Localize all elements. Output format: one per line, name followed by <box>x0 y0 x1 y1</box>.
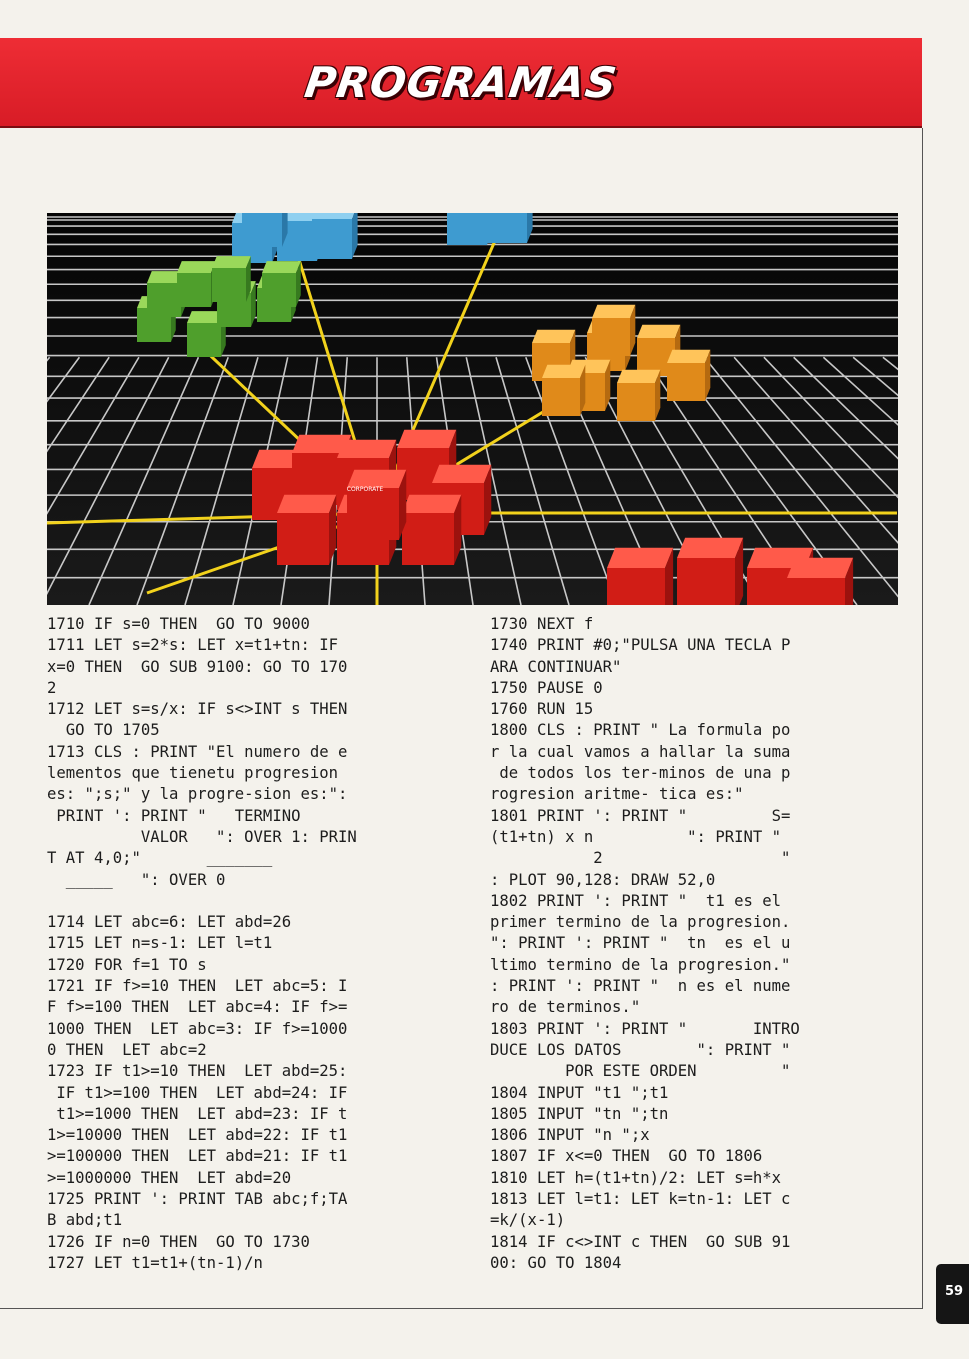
code-line: F f>=100 THEN LET abc=4: IF f>= <box>47 998 348 1017</box>
code-line: t1>=1000 THEN LET abd=23: IF t <box>47 1104 348 1123</box>
code-line: 1>=10000 THEN LET abd=22: IF t1 <box>47 1126 348 1145</box>
code-line: 1803 PRINT ': PRINT " INTRO <box>490 1019 800 1038</box>
code-line: primer termino de la progresion. <box>490 913 791 932</box>
code-line: 1725 PRINT ': PRINT TAB abc;f;TA <box>47 1190 348 1209</box>
code-line: 1723 IF t1>=10 THEN LET abd=25: <box>47 1062 348 1081</box>
code-line: 1750 PAUSE 0 <box>490 678 603 697</box>
code-line: 2 <box>47 678 57 697</box>
code-line: es: ";s;" y la progre-sion es:": <box>47 785 348 804</box>
code-line: 1727 LET t1=t1+(tn-1)/n <box>47 1253 263 1272</box>
code-line: 1802 PRINT ': PRINT " t1 es el <box>490 891 782 910</box>
code-line: 1801 PRINT ': PRINT " S= <box>490 806 791 825</box>
code-line: ": PRINT ': PRINT " tn es el u <box>490 934 791 953</box>
illustration-photo <box>47 213 898 605</box>
code-line: ltimo termino de la progresion." <box>490 955 791 974</box>
code-line: 1713 CLS : PRINT "El numero de e <box>47 742 348 761</box>
code-line: =k/(x-1) <box>490 1211 566 1230</box>
code-line: lementos que tienetu progresion <box>47 764 339 783</box>
code-line: >=100000 THEN LET abd=21: IF t1 <box>47 1147 348 1166</box>
network-grid-illustration <box>47 213 898 605</box>
page-number: 59 <box>944 1284 964 1299</box>
code-line: (t1+tn) x n ": PRINT " <box>490 827 782 846</box>
section-banner <box>0 38 922 128</box>
code-line: GO TO 1705 <box>47 721 160 740</box>
code-line: 1710 IF s=0 THEN GO TO 9000 <box>47 615 310 633</box>
code-line: T AT 4,0;" _______ <box>47 849 273 868</box>
code-line: VALOR ": OVER 1: PRIN <box>47 827 357 846</box>
code-line: 1810 LET h=(t1+tn)/2: LET s=h*x <box>490 1168 782 1187</box>
code-line: B abd;t1 <box>47 1211 123 1230</box>
code-line: 1760 RUN 15 <box>490 700 594 719</box>
code-line: : PLOT 90,128: DRAW 52,0 <box>490 870 716 889</box>
code-line: 1714 LET abc=6: LET abd=26 <box>47 913 292 932</box>
code-line: 1814 IF c<>INT c THEN GO SUB 91 <box>490 1232 791 1251</box>
program-listing-left <box>47 614 465 1274</box>
cube-label: CORPORATE <box>346 486 384 493</box>
code-line: 1804 INPUT "t1 ";t1 <box>490 1083 669 1102</box>
code-line: ro de terminos." <box>490 998 641 1017</box>
code-line: 1740 PRINT #0;"PULSA UNA TECLA P <box>490 636 791 655</box>
code-line: PRINT ': PRINT " TERMINO <box>47 806 301 825</box>
code-line: 1711 LET s=2*s: LET x=t1+tn: IF <box>47 636 339 655</box>
code-line: x=0 THEN GO SUB 9100: GO TO 170 <box>47 657 348 676</box>
code-line: ARA CONTINUAR" <box>490 657 622 676</box>
code-line: 1720 FOR f=1 TO s <box>47 955 207 974</box>
code-line: 1721 IF f>=10 THEN LET abc=5: I <box>47 977 348 996</box>
code-line: 0 THEN LET abc=2 <box>47 1040 207 1059</box>
code-line: de todos los ter-minos de una p <box>490 764 791 783</box>
code-line <box>47 891 465 912</box>
code-line: 1813 LET l=t1: LET k=tn-1: LET c <box>490 1190 791 1209</box>
code-line: POR ESTE ORDEN " <box>490 1062 791 1081</box>
code-line: IF t1>=100 THEN LET abd=24: IF <box>47 1083 348 1102</box>
code-line: 1800 CLS : PRINT " La formula po <box>490 721 791 740</box>
code-line: 1000 THEN LET abc=3: IF f>=1000 <box>47 1019 348 1038</box>
program-listing-right <box>490 614 908 1274</box>
code-line: DUCE LOS DATOS ": PRINT " <box>490 1040 791 1059</box>
code-line: 00: GO TO 1804 <box>490 1253 622 1272</box>
code-line: 1807 IF x<=0 THEN GO TO 1806 <box>490 1147 763 1166</box>
code-line: 1726 IF n=0 THEN GO TO 1730 <box>47 1232 310 1251</box>
code-line: 1730 NEXT f <box>490 615 594 633</box>
code-line: 2 " <box>490 849 791 868</box>
code-line: rogresion aritme- tica es:" <box>490 785 744 804</box>
section-title: PROGRAMAS <box>301 58 621 107</box>
code-line: >=1000000 THEN LET abd=20 <box>47 1168 292 1187</box>
code-line: 1712 LET s=s/x: IF s<>INT s THEN <box>47 700 348 719</box>
code-line: 1806 INPUT "n ";x <box>490 1126 650 1145</box>
code-line: : PRINT ': PRINT " n es el nume <box>490 977 791 996</box>
code-line: r la cual vamos a hallar la suma <box>490 742 791 761</box>
code-line: _____ ": OVER 0 <box>47 870 226 889</box>
code-line: 1715 LET n=s-1: LET l=t1 <box>47 934 273 953</box>
code-line: 1805 INPUT "tn ";tn <box>490 1104 669 1123</box>
